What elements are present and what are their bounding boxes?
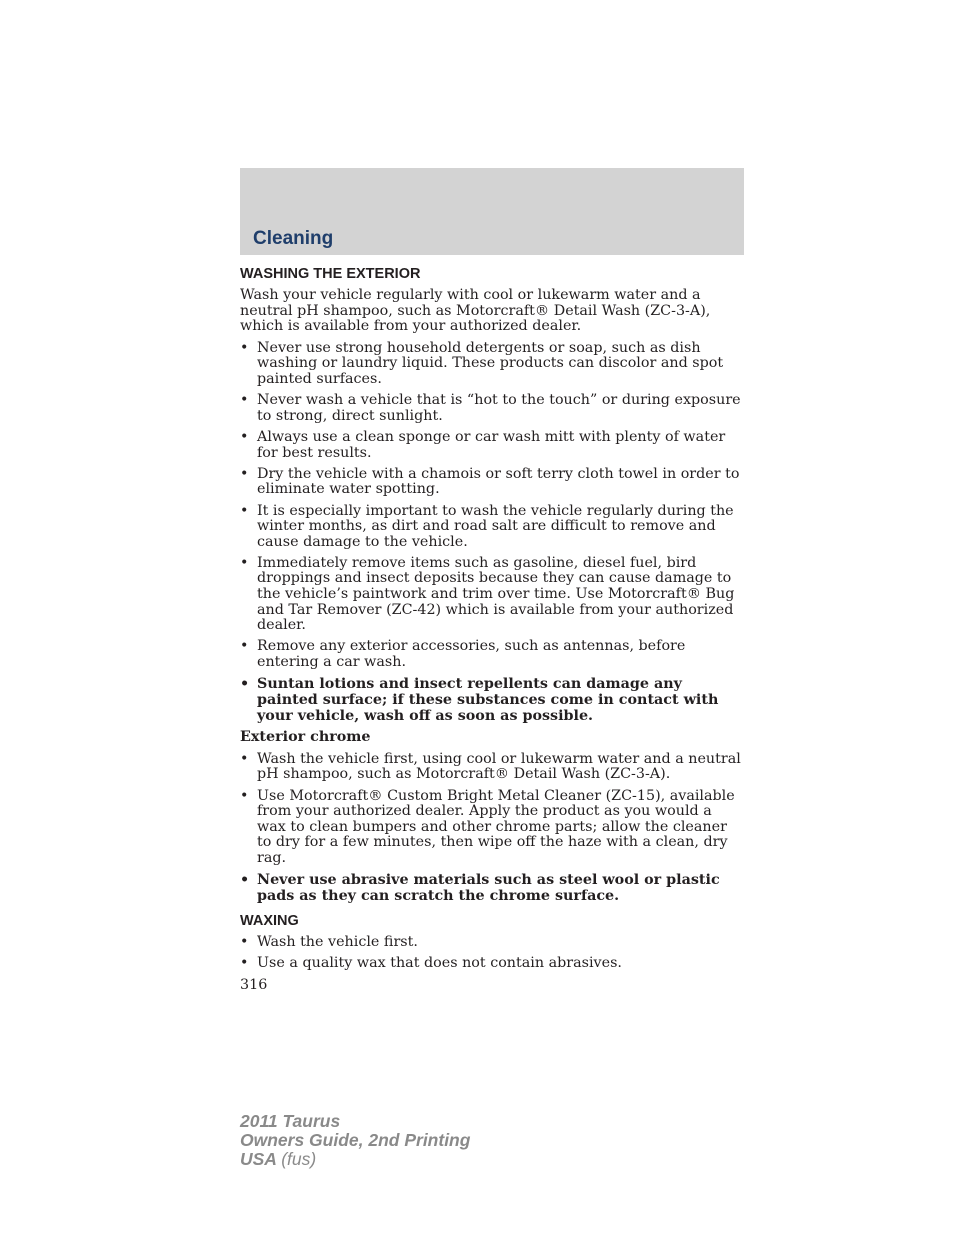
list-item: • Never wash a vehicle that is “hot to the touch” or during exposure to strong, direct sunlight. [240, 392, 741, 424]
list-item: • Dry the vehicle with a chamois or soft terry cloth towel in order to eliminate water spotting. [240, 465, 740, 498]
page-number: 316 [240, 976, 268, 993]
footer-edition: Owners Guide, 2nd Printing [240, 1130, 471, 1151]
footer-region: USA (fus) [240, 1149, 317, 1170]
section-title-waxing: WAXING [240, 913, 299, 930]
bullet-icon: • [240, 428, 249, 445]
bullet-icon: • [240, 502, 249, 519]
bullet-icon: • [240, 638, 249, 655]
bullet-icon: • [240, 339, 249, 356]
list-item: • Remove any exterior accessories, such as antennas, before entering a car wash. [240, 638, 686, 671]
list-item: • Wash the vehicle first, using cool or lukewarm water and a neutral pH shampoo, such as Motorcraft® Detail Wash (ZC-3-A). [240, 750, 741, 783]
chrome-warning: • Never use abrasive materials such as steel wool or plastic pads as they can scratch the chrome surface. [240, 872, 720, 905]
bullet-icon: • [240, 554, 249, 571]
bullet-icon: • [240, 955, 249, 972]
list-item: • Use a quality wax that does not contain abrasives. [240, 955, 622, 972]
bullet-icon: • [240, 787, 249, 804]
list-item: • Always use a clean sponge or car wash mitt with plenty of water for best results. [240, 428, 726, 461]
chrome-bullet-list [240, 752, 744, 904]
bullet-icon: • [240, 934, 249, 951]
washing-warning: • Suntan lotions and insect repellents can damage any painted surface; if these substances come in contact with your vehicle, wash off as soon as possible. [240, 676, 719, 725]
list-item: • Wash the vehicle first. [240, 934, 418, 951]
page-content [240, 266, 744, 993]
list-item: • It is especially important to wash the vehicle regularly during the winter months, as dirt and road salt are difficult to remove and cause damage to the vehicle. [240, 502, 734, 550]
list-item: • Never use strong household detergents or soap, such as dish washing or laundry liquid. These products can discolor and spot painted surfaces. [240, 339, 724, 387]
list-item: • Use Motorcraft® Custom Bright Metal Cleaner (ZC-15), available from your authorized dealer. Apply the product as you would a wax to clean bumpers and other chrome parts; allow the cleaner to dry for a few minutes, then wipe off the haze with a clean, dry rag. [240, 787, 735, 866]
bullet-icon: • [240, 676, 250, 693]
list-item: • Immediately remove items such as gasoline, diesel fuel, bird droppings and insect deposits because they can cause damage to the vehicle’s paintwork and trim over time. Use Motorcraft® Bug and Tar Remover (ZC-42) which is available from your authorized dealer. [240, 554, 735, 634]
bullet-icon: • [240, 392, 249, 409]
subsection-title-chrome: Exterior chrome [240, 729, 371, 746]
section-title-washing: WASHING THE EXTERIOR [240, 266, 421, 282]
bullet-icon: • [240, 465, 249, 482]
bullet-icon: • [240, 872, 250, 889]
footer-model: 2011 Taurus [240, 1111, 341, 1131]
document-footer [240, 1112, 470, 1170]
chapter-title: Cleaning [253, 228, 334, 249]
bullet-icon: • [240, 750, 249, 767]
waxing-bullet-list [240, 935, 744, 972]
washing-bullet-list [240, 341, 744, 724]
washing-intro: Wash your vehicle regularly with cool or lukewarm water and a neutral pH shampoo, such as Motorcraft® Detail Wash (ZC-3-A), which is available from your authorized dealer. [240, 287, 711, 335]
